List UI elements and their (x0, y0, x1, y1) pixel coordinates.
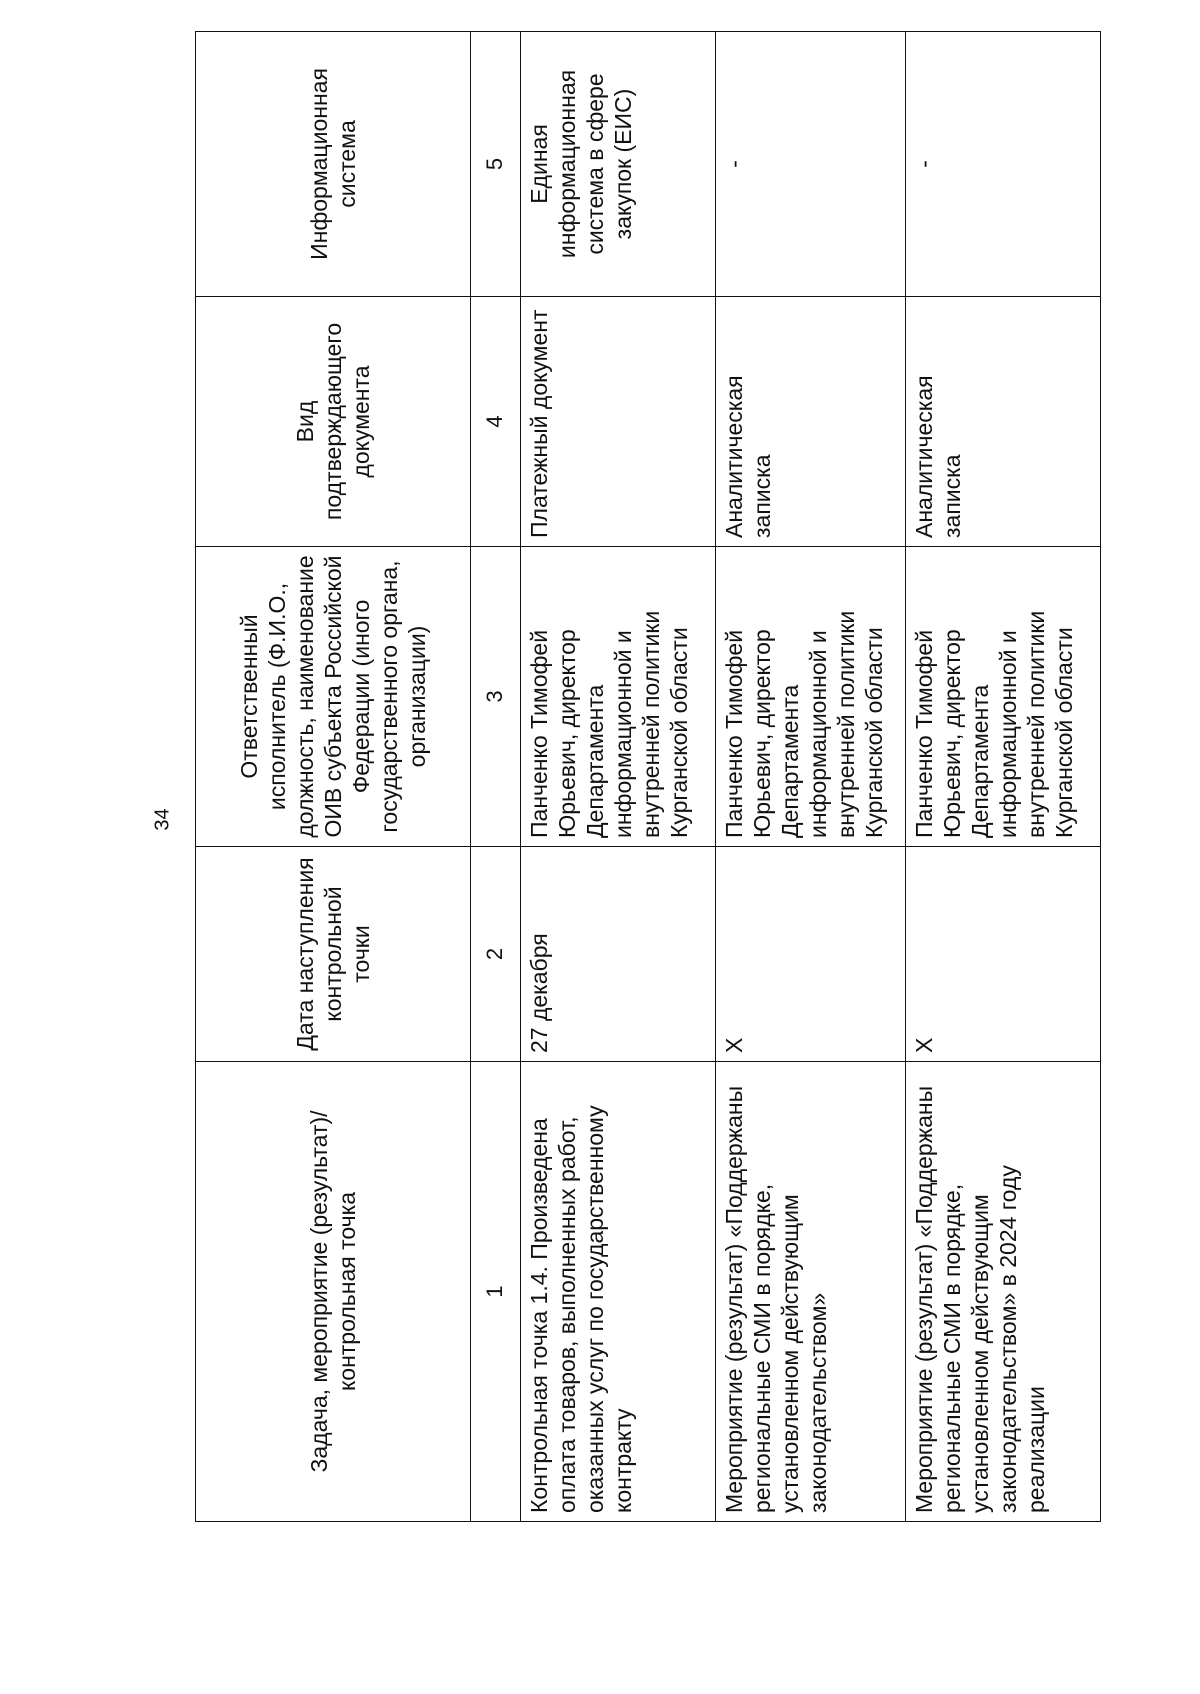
date-cell: Х (906, 847, 1101, 1062)
header-date: Дата наступления контрольной точки (196, 847, 471, 1062)
rotated-table-container (195, 32, 1100, 1522)
document-cell: Аналитическая записка (906, 297, 1101, 547)
document-cell: Платежный документ (521, 297, 716, 547)
system-cell: - (906, 32, 1101, 297)
system-cell: Единая информационная система в сфере закупок (ЕИС) (521, 32, 716, 297)
responsible-cell: Панченко Тимофей Юрьевич, директор Департамента информационной и внутренней политики Курганской области (716, 547, 906, 847)
control-points-table (195, 31, 1101, 1522)
task-cell: Контрольная точка 1.4. Произведена оплата товаров, выполненных работ, оказанных услуг по государственному контракту (521, 1062, 716, 1522)
document-cell: Аналитическая записка (716, 297, 906, 547)
page-number: 34 (151, 808, 174, 831)
responsible-cell: Панченко Тимофей Юрьевич, директор Департамента информационной и внутренней политики Курганской области (906, 547, 1101, 847)
task-cell: Мероприятие (результат) «Поддержаны региональные СМИ в порядке, установленном действующим законодательством» (716, 1062, 906, 1522)
header-responsible: Ответственный исполнитель (Ф.И.О., должность, наименование ОИВ субъекта Российской Федерации (иного государственного органа, организации) (196, 547, 471, 847)
date-cell: 27 декабря (521, 847, 716, 1062)
task-cell: Мероприятие (результат) «Поддержаны региональные СМИ в порядке, установленном действующим законодательством» в 2024 году реализации (906, 1062, 1101, 1522)
header-document: Вид подтверждающего документа (196, 297, 471, 547)
column-number-row (471, 32, 521, 1522)
column-number: 1 (471, 1062, 521, 1522)
header-task: Задача, мероприятие (результат)/ контрольная точка (196, 1062, 471, 1522)
column-number: 4 (471, 297, 521, 547)
date-cell: Х (716, 847, 906, 1062)
column-number: 5 (471, 32, 521, 297)
table-header-row (196, 32, 471, 1522)
column-number: 3 (471, 547, 521, 847)
table-row (521, 32, 716, 1522)
responsible-cell: Панченко Тимофей Юрьевич, директор Департамента информационной и внутренней политики Курганской области (521, 547, 716, 847)
table-row (716, 32, 906, 1522)
header-system: Информационная система (196, 32, 471, 297)
table-row (906, 32, 1101, 1522)
system-cell: - (716, 32, 906, 297)
column-number: 2 (471, 847, 521, 1062)
